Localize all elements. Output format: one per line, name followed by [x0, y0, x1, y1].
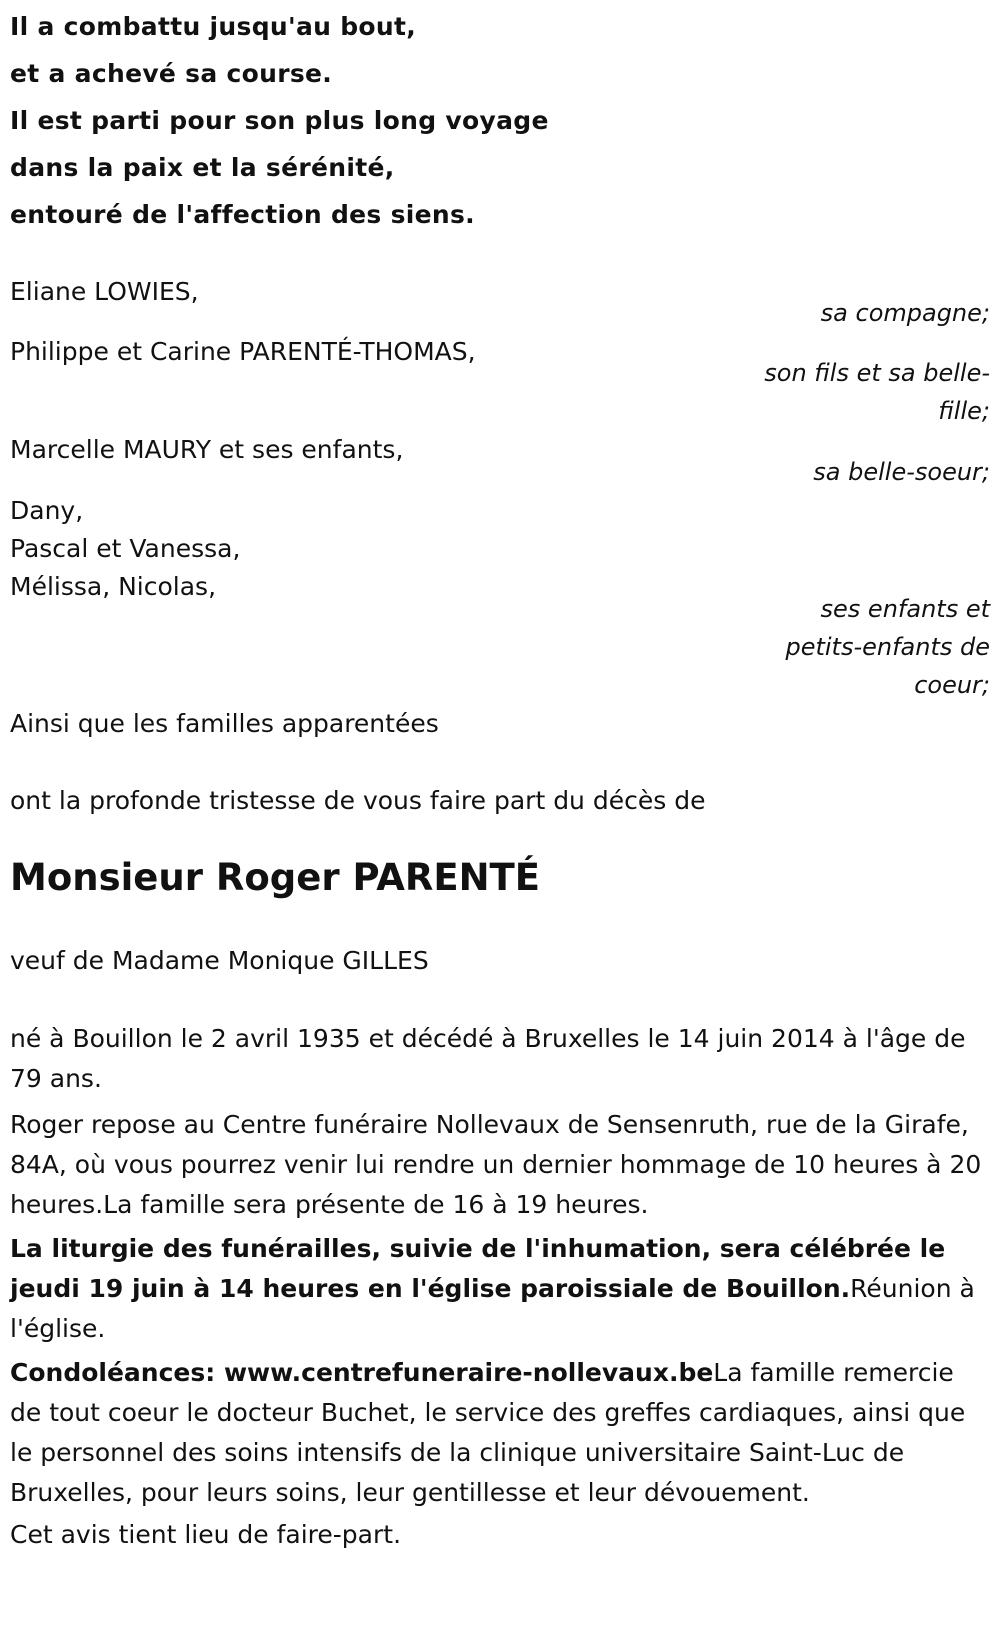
- relation-label: petits-enfants de: [785, 633, 990, 661]
- family-name: Marcelle MAURY et ses enfants,: [10, 435, 404, 464]
- relation-label: sa belle-soeur;: [813, 458, 990, 486]
- reunion-text: Réunion à l'église.: [10, 1274, 975, 1343]
- poem-line: dans la paix et la sérénité,: [10, 153, 395, 182]
- deceased-name: Monsieur Roger PARENTÉ: [10, 856, 541, 899]
- family-name: Dany,: [10, 496, 84, 525]
- relation-label: son fils et sa belle-: [764, 359, 990, 387]
- extended-family: Ainsi que les familles apparentées: [10, 709, 439, 738]
- closing-text: Cet avis tient lieu de faire-part.: [10, 1520, 402, 1549]
- condolences-paragraph: [10, 1353, 985, 1513]
- poem-line: entouré de l'affection des siens.: [10, 200, 475, 229]
- relation-label: coeur;: [914, 671, 990, 699]
- widower-text: veuf de Madame Monique GILLES: [10, 946, 429, 975]
- visitation-text: Roger repose au Centre funéraire Nollevaux de Sensenruth, rue de la Girafe, 84A, où vous pourrez venir lui rendre un dernier hommage de 10 heures à 20 heures.: [10, 1110, 982, 1219]
- condolences-text: Condoléances: www.centrefuneraire-nollevaux.be: [10, 1358, 714, 1387]
- family-name: Mélissa, Nicolas,: [10, 572, 217, 601]
- poem-line: Il est parti pour son plus long voyage: [10, 106, 549, 135]
- family-presence-text: La famille sera présente de 16 à 19 heures.: [103, 1190, 649, 1219]
- family-name: Pascal et Vanessa,: [10, 534, 241, 563]
- poem-line: et a achevé sa course.: [10, 59, 333, 88]
- announcement-text: ont la profonde tristesse de vous faire part du décès de: [10, 786, 706, 815]
- family-name: Philippe et Carine PARENTÉ-THOMAS,: [10, 337, 476, 366]
- thanks-text: La famille remercie de tout coeur le docteur Buchet, le service des greffes cardiaques, ainsi que le personnel des soins intensifs de la clinique universitaire Saint-Luc de Bruxelles, pour leurs soins, leur gentillesse et leur dévouement.: [10, 1358, 966, 1507]
- birth-death-text: né à Bouillon le 2 avril 1935 et décédé à Bruxelles le 14 juin 2014 à l'âge de 79 ans.: [10, 1024, 966, 1093]
- relation-label: ses enfants et: [820, 595, 990, 623]
- relation-label: fille;: [938, 397, 990, 425]
- visitation-paragraph: [10, 1105, 985, 1225]
- relation-label: sa compagne;: [820, 299, 990, 327]
- family-name: Eliane LOWIES,: [10, 277, 199, 306]
- poem-line: Il a combattu jusqu'au bout,: [10, 12, 417, 41]
- liturgy-text: La liturgie des funérailles, suivie de l'inhumation, sera célébrée le jeudi 19 juin à 14 heures en l'église paroissiale de Bouillon.: [10, 1234, 946, 1303]
- liturgy-paragraph: [10, 1229, 985, 1349]
